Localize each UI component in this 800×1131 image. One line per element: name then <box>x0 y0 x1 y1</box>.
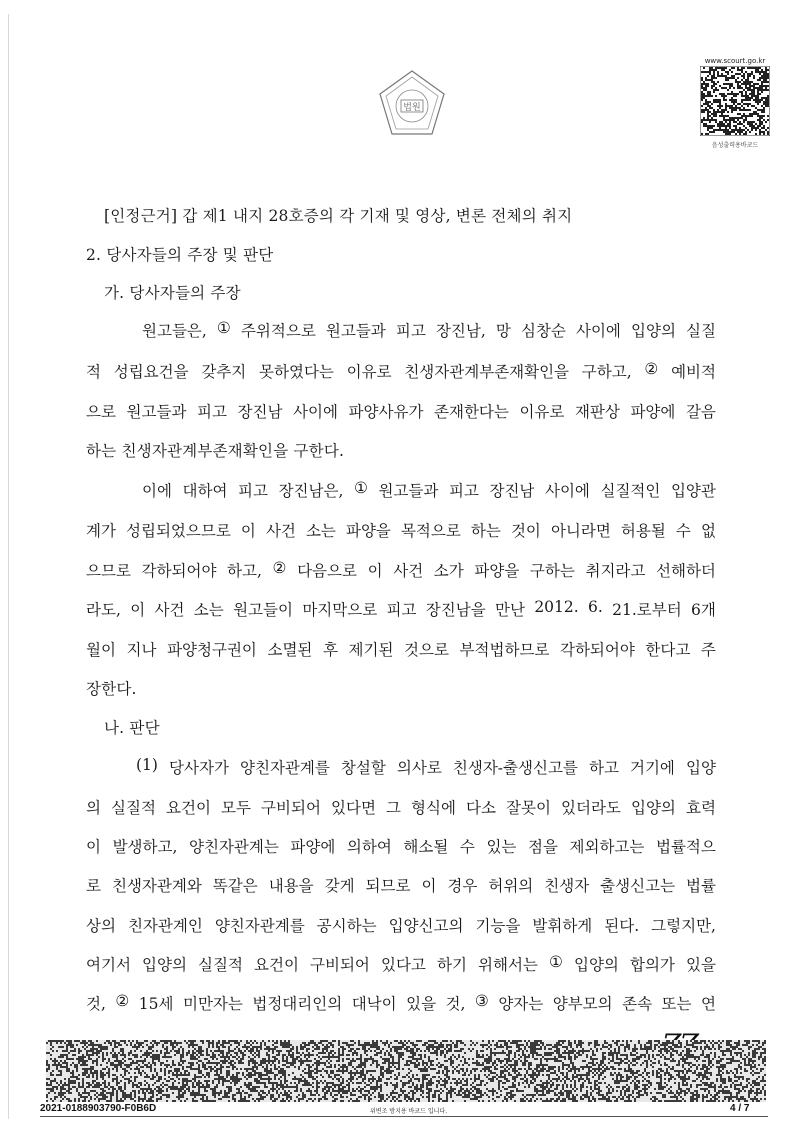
paragraph-line: 으로 원고들과 피고 장진남 사이에 파양사유가 존재한다는 이유로 재판상 파양에 갈음 <box>86 403 716 421</box>
paragraph-line: 로 친생자관계와 똑같은 내용을 갖게 되므로 이 경우 허위의 친생자 출생신고는 법률 <box>86 877 716 895</box>
section-heading-2: 2. 당사자들의 주장 및 판단 <box>86 246 274 264</box>
paragraph-line: (1) 당사자가 양친자관계를 창설할 의사로 친생자-출생신고를 하고 거기에 입양 <box>136 756 716 777</box>
paragraph-line: 라도, 이 사건 소는 원고들이 마지막으로 피고 장진남을 만난 2012. 6. 21.로부터 6개 <box>86 598 716 619</box>
paragraph-line: 이에 대하여 피고 장진남은, ① 원고들과 피고 장진남 사이에 실질적인 입양관 <box>142 479 716 500</box>
section-heading-na: 나. 판단 <box>104 719 160 737</box>
paragraph-line: 상의 친자관계인 양친자관계를 공시하는 입양신고의 기능을 발휘하게 된다. 그렇지만, <box>86 917 716 935</box>
footer-divider <box>40 1116 768 1117</box>
basis-line: [인정근거] 갑 제1 내지 28호증의 각 기재 및 영상, 변론 전체의 취지 <box>104 207 573 225</box>
seal-text: 법원 <box>403 103 421 113</box>
paragraph-line: 계가 성립되었으므로 이 사건 소는 파양을 목적으로 하는 것이 아니라면 허용될 수 없 <box>86 522 716 540</box>
paragraph-line: 으므로 각하되어야 하고, ② 다음으로 이 사건 소가 파양을 구하는 취지라고 선해하더 <box>86 559 716 580</box>
barcode-note: 위변조 방지용 바코드 입니다. <box>370 1108 448 1115</box>
paragraph-line: 것, ② 15세 미만자는 법정대리인의 대낙이 있을 것, ③ 양자는 양부모의 존속 또는 연 <box>86 992 716 1013</box>
paragraph-line: 적 성립요건을 갖추지 못하였다는 이유로 친생자관계부존재확인을 구하고, ② 예비적 <box>86 360 716 381</box>
paragraph-line: 장한다. <box>86 680 137 698</box>
qr-url: www.scourt.go.kr <box>704 57 766 65</box>
paragraph-line: 월이 지나 파양청구권이 소멸된 후 제기된 것으로 부적법하므로 각하되어야 한다고 주 <box>86 641 716 659</box>
anti-forgery-barcode-icon <box>46 1040 766 1102</box>
page-number: 4 / 7 <box>730 1103 750 1114</box>
paragraph-line: 하는 친생자관계부존재확인을 구한다. <box>86 442 345 460</box>
section-heading-ga: 가. 당사자들의 주장 <box>104 284 241 302</box>
paragraph-line: 의 실질적 요건이 모두 구비되어 있다면 그 형식에 다소 잘못이 있더라도 입양의 효력 <box>86 799 716 817</box>
paragraph-line: 원고들은, ① 주위적으로 원고들과 피고 장진남, 망 심창순 사이에 입양의 실질 <box>142 319 716 340</box>
court-seal-icon <box>376 68 448 140</box>
qr-caption: 음성출력용바코드 <box>711 142 759 149</box>
paragraph-line: 이 발생하고, 양친자관계는 파양에 의하여 해소될 수 있는 점을 제외하고는 법률적으 <box>86 838 716 856</box>
paragraph-line: 여기서 입양의 실질적 요건이 구비되어 있다고 하기 위해서는 ① 입양의 합의가 있을 <box>86 953 716 974</box>
document-code: 2021-0188903790-F0B6D <box>40 1103 157 1114</box>
qr-code-icon <box>700 66 770 136</box>
